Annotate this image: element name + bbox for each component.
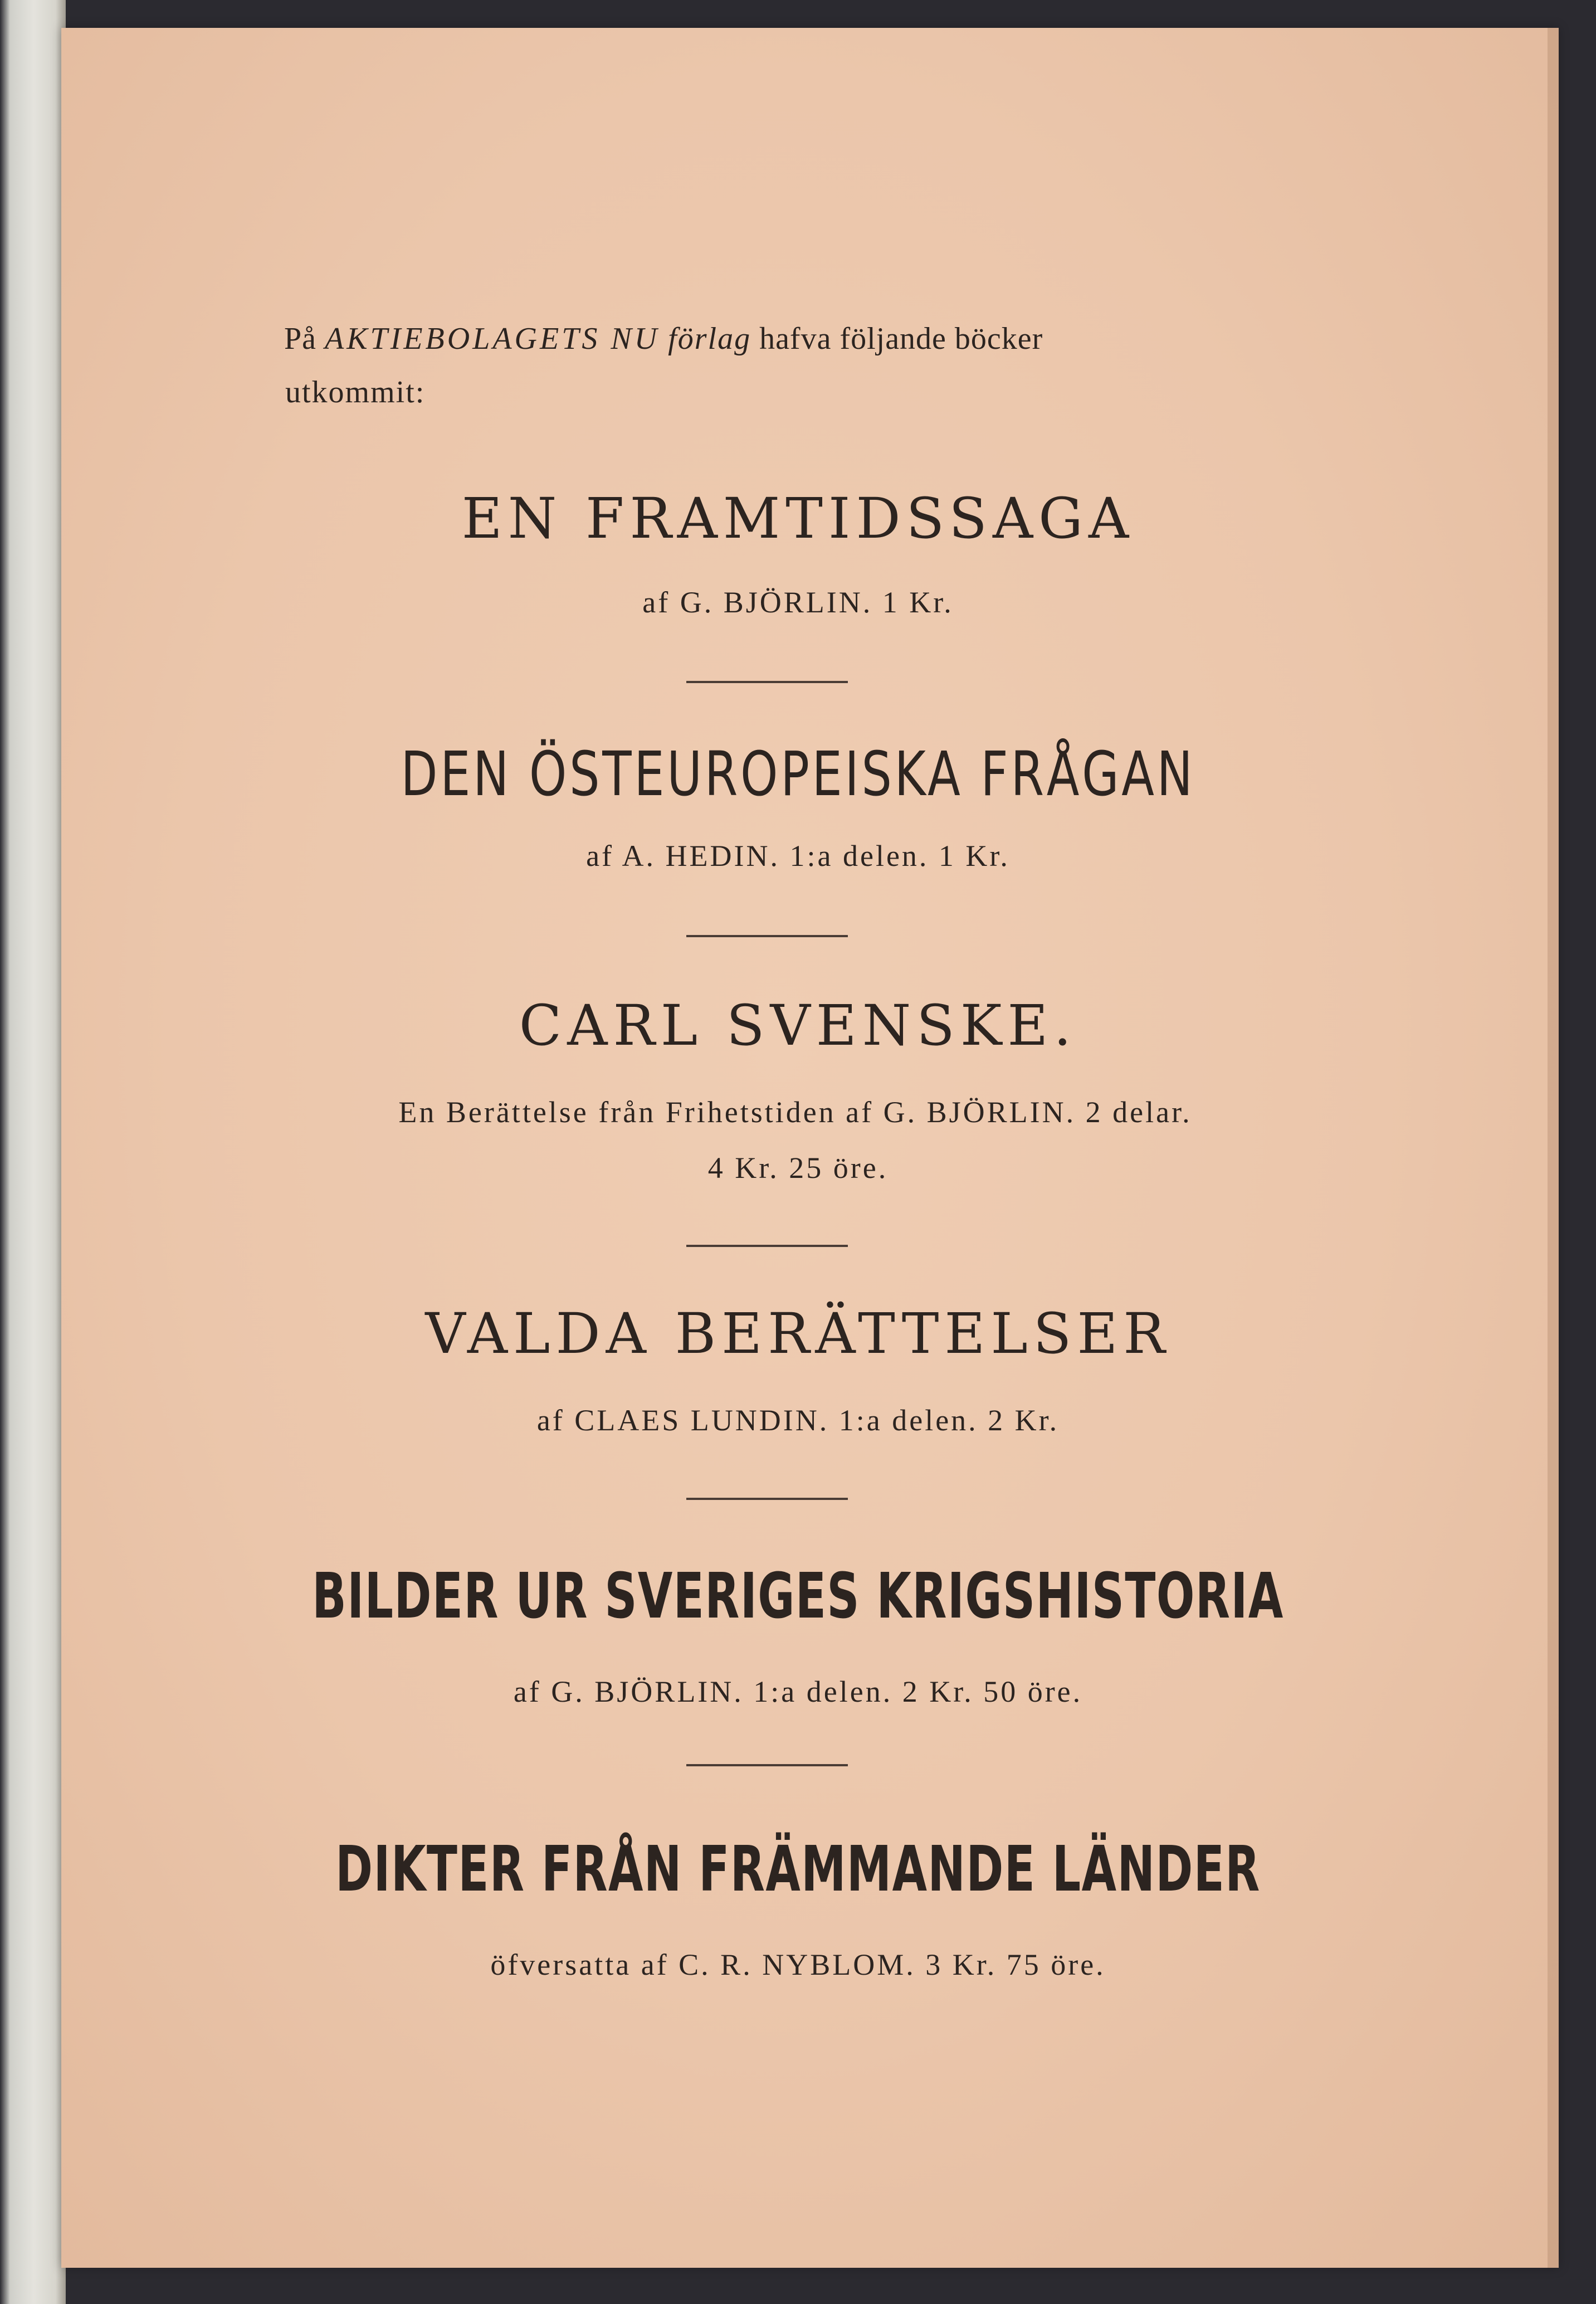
book-title-valda-berattelser: VALDA BERÄTTELSER [425,1301,1171,1366]
book-title-en-framtidssaga: EN FRAMTIDSSAGA [461,486,1135,551]
book-title-den-osteuropeiska-fragan: DEN ÖSTEUROPEISKA FRÅGAN [401,738,1195,810]
book-title-dikter-fran-frammande-lander: DIKTER FRÅN FRÄMMANDE LÄNDER [335,1833,1261,1906]
divider-rule [686,681,848,683]
book-byline-den-osteuropeiska-fragan: af A. HEDIN. 1:a delen. 1 Kr. [586,839,1010,873]
book-title-carl-svenske: CARL SVENSKE. [519,993,1077,1058]
book-byline2-carl-svenske: 4 Kr. 25 öre. [707,1151,889,1185]
intro-prefix: På [284,322,316,356]
intro-publisher: AKTIEBOLAGETS NU [325,322,660,356]
book-byline-bilder-ur-sveriges-krigshistoria: af G. BJÖRLIN. 1:a delen. 2 Kr. 50 öre. [513,1675,1083,1708]
intro-line2: utkommit: [285,375,426,410]
intro-line [284,315,1343,363]
book-title-bilder-ur-sveriges-krigshistoria: BILDER UR SVERIGES KRIGSHISTORIA [312,1560,1284,1633]
divider-rule [686,1245,848,1247]
divider-rule [686,1764,848,1766]
book-byline-dikter-fran-frammande-lander: öfversatta af C. R. NYBLOM. 3 Kr. 75 öre. [490,1948,1106,1981]
intro-rest: hafva följande böcker [759,322,1043,356]
book-byline-carl-svenske: En Berättelse från Frihetstiden af G. BJÖRLIN. 2 delar. [398,1095,1192,1129]
book-byline-valda-berattelser: af CLAES LUNDIN. 1:a delen. 2 Kr. [536,1404,1060,1437]
divider-rule [686,1498,848,1500]
book-byline-en-framtidssaga: af G. BJÖRLIN. 1 Kr. [642,586,954,619]
divider-rule [686,935,848,937]
intro-publisher-suffix: förlag [668,322,751,356]
page-sheet [61,28,1559,2268]
